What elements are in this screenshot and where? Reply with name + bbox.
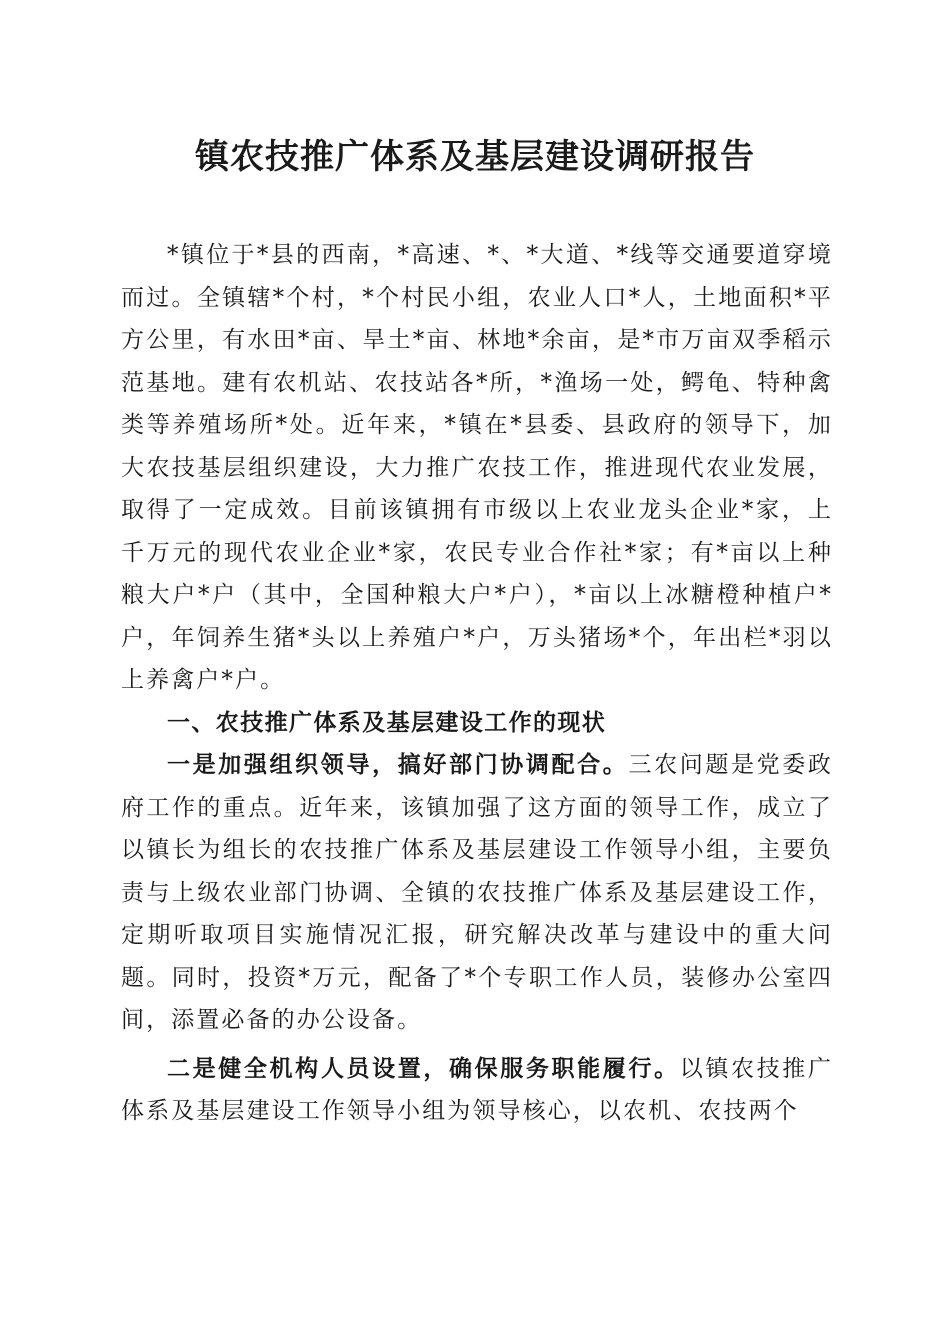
- paragraph-lead: 一是加强组织领导，搞好部门协调配合。: [167, 751, 629, 778]
- paragraph-institutions: [121, 1048, 833, 1133]
- paragraph-lead: 二是健全机构人员设置，确保服务职能履行。: [167, 1054, 680, 1082]
- section-heading: 一、农技推广体系及基层建设工作的现状: [167, 709, 607, 736]
- paragraph-organization: [121, 744, 833, 1042]
- paragraph-text: 三农问题是党委政府工作的重点。近年来，该镇加强了这方面的领导工作，成立了以镇长为组长的农技推广体系及基层建设工作领导小组，主要负责与上级农业部门协调、全镇的农技推广体系及基层建设工作，定期听取项目实施情况汇报，研究解决改革与建设中的重大问题。同时，投资*万元，配备了*个专职工作人员，装修办公室四间，添置必备的办公设备。: [121, 752, 833, 1033]
- paragraph-text: 以镇农技推广体系及基层建设工作领导小组为领导核心，以农机、农技两个: [121, 1055, 833, 1124]
- document-title: 镇农技推广体系及基层建设调研报告: [195, 137, 755, 177]
- intro-paragraph: *镇位于*县的西南，*高速、*、*大道、*线等交通要道穿境而过。全镇辖*个村，*个村民小组，农业人口*人，土地面积*平方公里，有水田*亩、旱土*亩、林地*余亩，是*市万亩双季稻示范基地。建有农机站、农技站各*所，*渔场一处，鳄龟、特种禽类等养殖场所*处。近年来，*镇在*县委、县政府的领导下，加大农技基层组织建设，大力推广农技工作，推进现代农业发展，取得了一定成效。目前该镇拥有市级以上农业龙头企业*家，上千万元的现代农业企业*家，农民专业合作社*家；有*亩以上种粮大户*户（其中，全国种粮大户*户），*亩以上冰糖橙种植户*户，年饲养生猪*头以上养殖户*户，万头猪场*个，年出栏*羽以上养禽户*户。: [121, 242, 833, 693]
- document-body: [121, 234, 833, 1133]
